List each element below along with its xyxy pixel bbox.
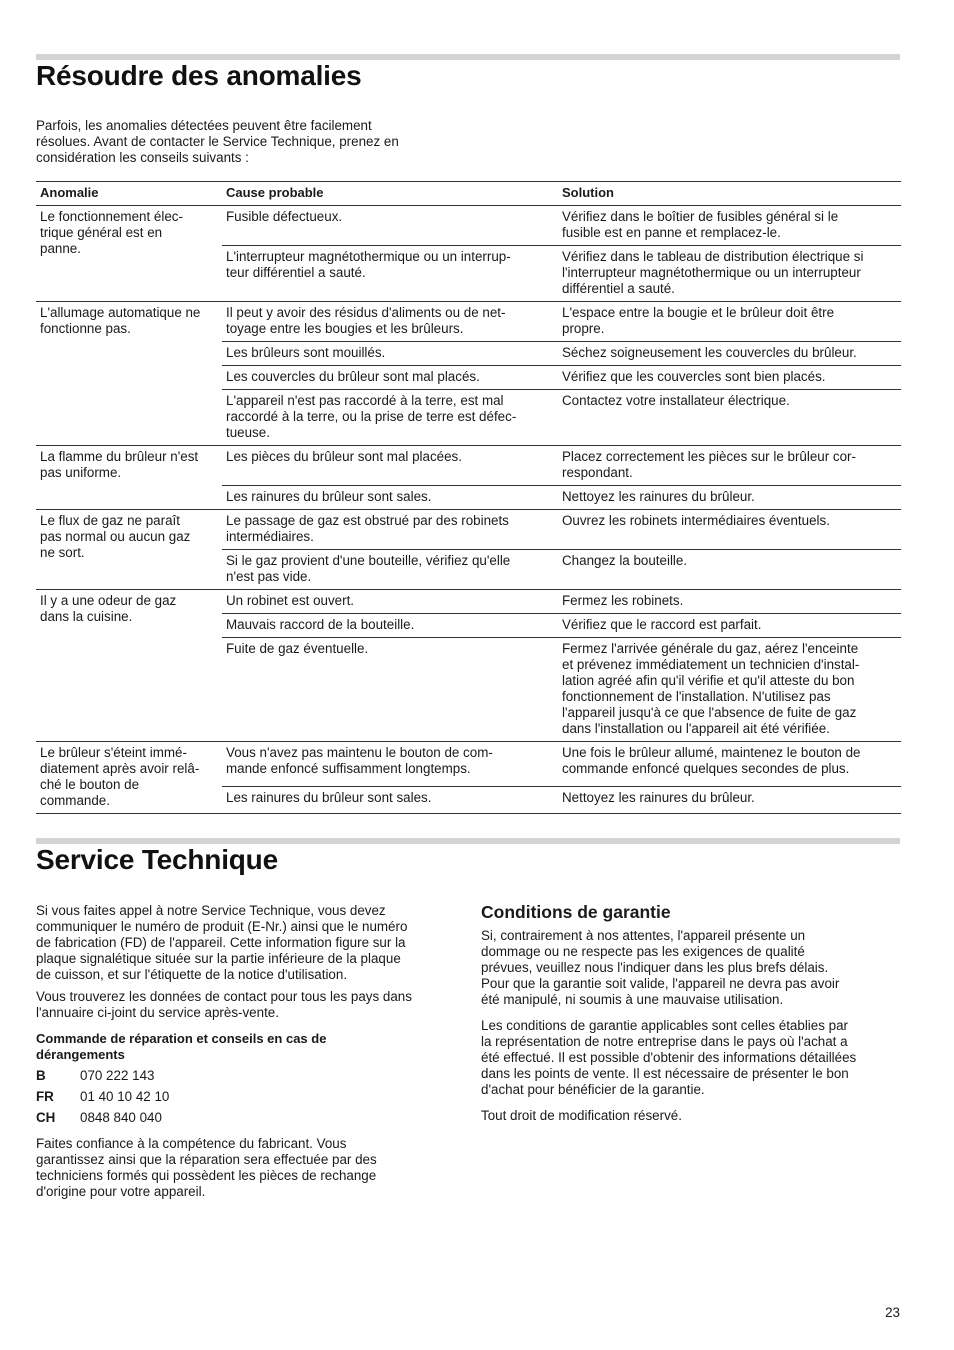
solution-cell: L'espace entre la bougie et le brûleur doit être propre. [562,305,835,336]
solution-cell: Vérifiez dans le boîtier de fusibles général si le fusible est en panne et remplacez-le. [562,209,839,240]
cause-cell: Fusible défectueux. [226,209,343,224]
phone-number: 0848 840 040 [80,1110,162,1125]
solution-cell: Fermez les robinets. [562,593,684,608]
page-number: 23 [885,1305,900,1320]
section-title-anomalies: Résoudre des anomalies [36,60,362,91]
solution-cell: Vérifiez que les couvercles sont bien placés. [558,366,901,390]
table-row [36,742,901,787]
cause-cell: L'interrupteur magnétothermique ou un interrup- teur différentiel a sauté. [222,246,558,302]
cause-cell: Un robinet est ouvert. [226,593,355,608]
cause-cell: Il peut y avoir des résidus d'aliments ou de net- toyage entre les bougies et les brûleurs. [226,305,506,336]
solution-cell: Contactez votre installateur électrique. [558,390,901,446]
solution-cell: Nettoyez les rainures du brûleur. [558,486,901,510]
intro-line: considération les conseils suivants : [36,150,249,165]
table-row [36,510,901,550]
warranty-title: Conditions de garantie [481,902,671,922]
anomaly-cell: Le flux de gaz ne paraît pas normal ou aucun gaz ne sort. [36,510,222,590]
service-left-column [36,903,461,1206]
section-title-service: Service Technique [36,844,278,875]
warranty-paragraph: Si, contrairement à nos attentes, l'appareil présente un dommage ou ne respecte pas les exigences de qualité prévues, veuillez nous l'indiquer dans les plus brefs délais. Pour que la garantie soit valide, l'appareil ne devra pas avoir été manipulé, ni soumis à une mauvaise utilisation. [481,928,840,1007]
repair-heading: Commande de réparation et conseils en cas de dérangements [36,1031,327,1062]
cause-cell: Fuite de gaz éventuelle. [222,638,558,742]
solution-cell: Placez correctement les pièces sur le brûleur cor- respondant. [562,449,856,480]
warranty-conditions-paragraph: Les conditions de garantie applicables sont celles établies par la représentation de notre entreprise dans le pays où l'achat a été effectué. Il est possible d'obtenir des informations détaillées dans les points de vente. Il est nécessaire de présenter le bon d'achat pour bénéficier de la garantie. [481,1018,857,1097]
phone-country: FR [36,1089,54,1104]
anomaly-cell: Le brûleur s'éteint immé- diatement après avoir relâ- ché le bouton de commande. [36,742,222,814]
phone-number: 070 222 143 [80,1068,155,1083]
table-header-row [36,182,901,206]
manufacturer-paragraph: Faites confiance à la compétence du fabricant. Vous garantissez ainsi que la réparation sera effectuée par des techniciens formés qui possèdent les pièces de rechange d'origine pour votre appareil. [36,1136,377,1199]
phone-country: B [36,1068,46,1083]
cause-cell: Vous n'avez pas maintenu le bouton de com- mande enfoncé suffisamment longtemps. [226,745,493,776]
cause-cell: Les rainures du brûleur sont sales. [222,486,558,510]
header-cause: Cause probable [222,182,558,206]
table-row [36,302,901,342]
intro-line: Parfois, les anomalies détectées peuvent être facilement [36,118,372,133]
intro-line: résolues. Avant de contacter le Service Technique, prenez en [36,134,399,149]
header-solution: Solution [558,182,901,206]
anomaly-cell: La flamme du brûleur n'est pas uniforme. [36,446,222,510]
cause-cell: Les brûleurs sont mouillés. [222,342,558,366]
phone-number: 01 40 10 42 10 [80,1089,170,1104]
cause-cell: Le passage de gaz est obstrué par des robinets intermédiaires. [226,513,509,544]
service-right-column [481,902,906,1130]
solution-cell: Fermez l'arrivée générale du gaz, aérez l'enceinte et prévenez immédiatement un technicien d'instal- lation agréé afin qu'il vérifie et qu'il atteste du bon fonctionnement de l'installation. N'utilisez pas l'appareil jusqu'à ce que l'absence de fuite de gaz dans l'installation ou l'appareil ait été vérifiée. [558,638,901,742]
anomaly-cell: L'allumage automatique ne fonctionne pas. [36,302,222,446]
anomaly-cell: Il y a une odeur de gaz dans la cuisine. [36,590,222,742]
solution-cell: Ouvrez les robinets intermédiaires éventuels. [562,513,830,528]
modification-notice: Tout droit de modification réservé. [481,1108,682,1123]
solution-cell: Séchez soigneusement les couvercles du brûleur. [558,342,901,366]
solution-cell: Vérifiez que le raccord est parfait. [558,614,901,638]
service-paragraph: Si vous faites appel à notre Service Technique, vous devez communiquer le numéro de produit (E-Nr.) ainsi que le numéro de fabrication (FD) de l'appareil. Cette information figure sur la plaque signalétique située sur la partie inférieure de la plaque de cuisson, et sur l'étiquette de la notice d'utilisation. [36,903,408,982]
contact-paragraph: Vous trouverez les données de contact pour tous les pays dans l'annuaire ci-joint du service après-vente. [36,989,412,1020]
phone-row [36,1107,461,1128]
cause-cell: L'appareil n'est pas raccordé à la terre, est mal raccordé à la terre, ou la prise de terre est défec- tueuse. [222,390,558,446]
phone-country: CH [36,1110,56,1125]
anomaly-cell: Le fonctionnement élec- trique général est en panne. [36,206,222,302]
troubleshooting-table [36,181,901,814]
solution-cell: Nettoyez les rainures du brûleur. [558,787,901,814]
cause-cell: Les couvercles du brûleur sont mal placés. [222,366,558,390]
cause-cell: Les rainures du brûleur sont sales. [222,787,558,814]
phone-row [36,1086,461,1107]
table-body [36,206,901,814]
cause-cell: Si le gaz provient d'une bouteille, vérifiez qu'elle n'est pas vide. [222,550,558,590]
phone-row [36,1065,461,1086]
table-row [36,590,901,614]
solution-cell: Vérifiez dans le tableau de distribution électrique si l'interrupteur magnétothermique ou un interrupteur différentiel a sauté. [558,246,901,302]
solution-cell: Une fois le brûleur allumé, maintenez le bouton de commande enfoncé quelques secondes de plus. [562,745,861,776]
cause-cell: Mauvais raccord de la bouteille. [222,614,558,638]
table-row [36,446,901,486]
header-anomalie: Anomalie [36,182,222,206]
intro-paragraph [36,118,456,166]
table-row [36,206,901,246]
cause-cell: Les pièces du brûleur sont mal placées. [226,449,462,464]
solution-cell: Changez la bouteille. [558,550,901,590]
